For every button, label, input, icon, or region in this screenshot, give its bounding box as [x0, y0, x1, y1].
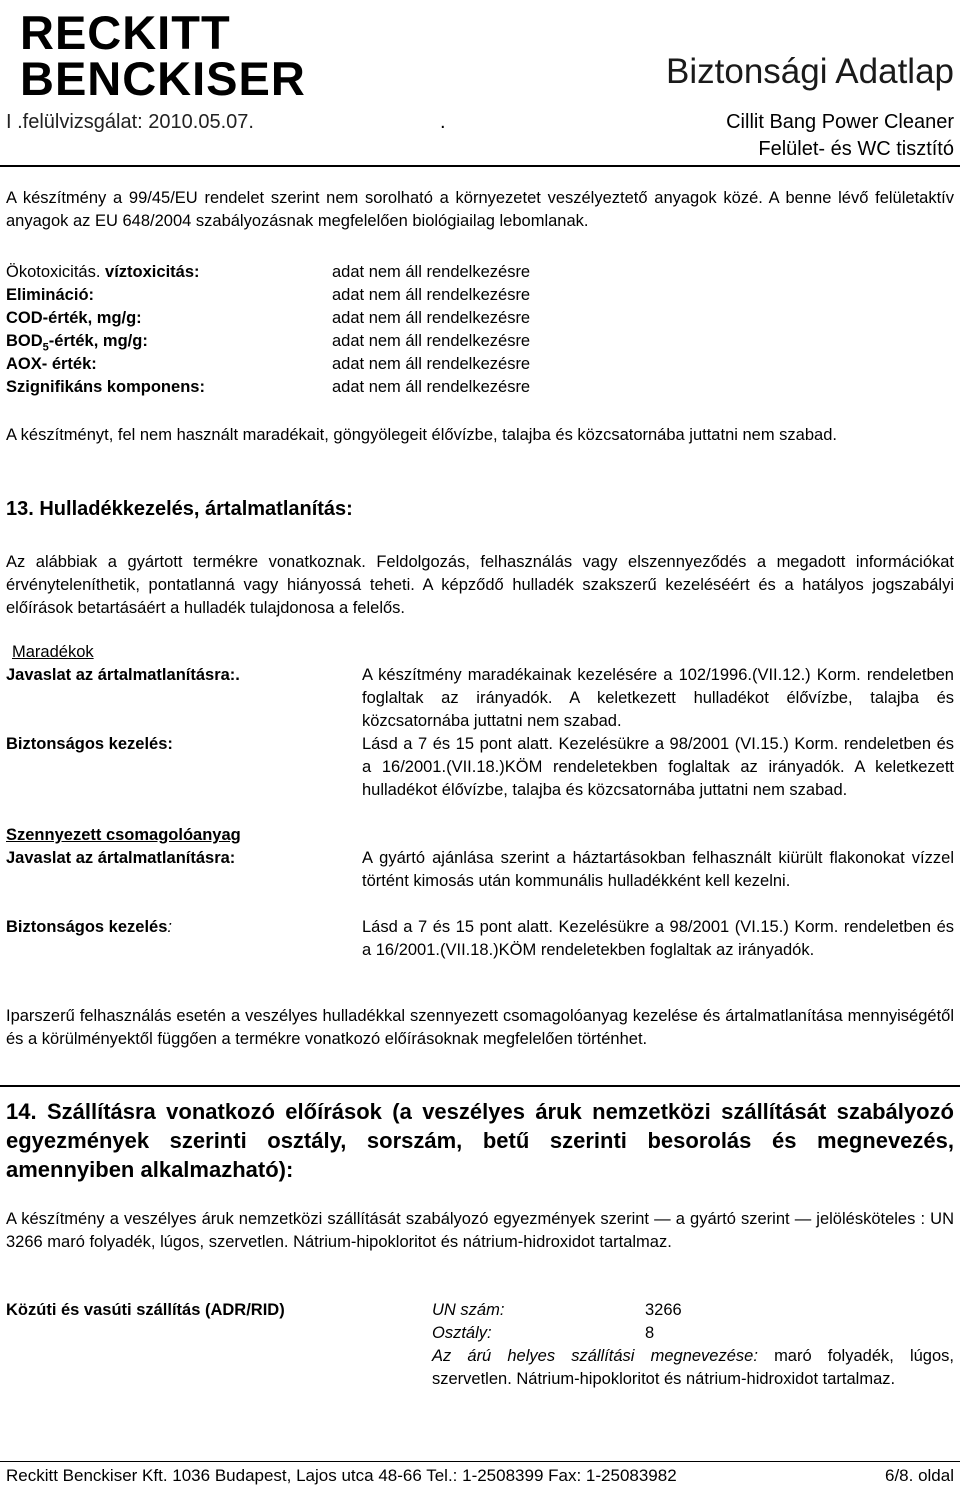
ecotox-value: adat nem áll rendelkezésre: [332, 286, 531, 304]
document-title: Biztonsági Adatlap: [666, 52, 954, 91]
packaging-disposal-text: A gyártó ajánlása szerint a háztartásokban felhasznált kiürült flakonokat vízzel történt kimosás után kommunális hulladékként kell kezelni.: [362, 849, 954, 890]
header-divider: [0, 165, 960, 167]
residues-disposal-label: Javaslat az ártalmatlanításra:.: [6, 666, 240, 684]
ecotox-value: adat nem áll rendelkezésre: [332, 378, 531, 396]
ecotox-label: COD-érték, mg/g:: [6, 309, 142, 327]
ecotox-value: adat nem áll rendelkezésre: [332, 355, 531, 373]
residues-safe-label: Biztonságos kezelés:: [6, 735, 173, 753]
ecotox-label: AOX- érték:: [6, 355, 97, 373]
footer: [6, 1466, 954, 1486]
ecotox-heading: Ökotoxicitás.: [6, 263, 101, 281]
ecotox-value: adat nem áll rendelkezésre: [332, 263, 531, 281]
class-label: Osztály:: [432, 1324, 492, 1342]
ecotox-row: [6, 261, 954, 284]
ecotox-row: [6, 353, 954, 376]
footer-company: Reckitt Benckiser Kft. 1036 Budapest, Lajos utca 48-66 Tel.: 1-2508399 Fax: 1-25083982: [6, 1466, 677, 1485]
ecotox-row: [6, 284, 954, 307]
company-logo: [20, 6, 306, 105]
ecotox-value: adat nem áll rendelkezésre: [332, 332, 531, 350]
residues-safe-text: Lásd a 7 és 15 pont alatt. Kezelésükre a 98/2001 (VI.15.) Korm. rendeletben és a 16/2001.(VII.18.)KÖM rendeletekben foglaltak az irányadók. A keletkezett hulladékot élővízbe, talajba és közcsatornába juttatni nem szabad.: [362, 735, 954, 799]
revision-date: I .felülvizsgálat: 2010.05.07.: [6, 111, 254, 133]
ecotox-row: [6, 330, 954, 353]
section-13-heading: 13. Hulladékkezelés, ártalmatlanítás:: [6, 498, 353, 520]
ecotox-row: [6, 307, 954, 330]
section-14-intro: A készítmény a veszélyes áruk nemzetközi szállítását szabályozó egyezmények szerint — a gyártó szerint — jelölésköteles : UN 3266 maró folyadék, lúgos, szervetlen. Nátrium-hipokloritot és nátrium-hidroxidot tartalmaz.: [6, 1210, 954, 1251]
packaging-safe-text: Lásd a 7 és 15 pont alatt. Kezelésükre a 98/2001 (VI.15.) Korm. rendeletben és a 16/2001.(VII.18.)KÖM rendeletekben foglaltak az irányadók.: [362, 918, 954, 959]
footer-page-number: 6/8. oldal: [885, 1466, 954, 1485]
class-value: 8: [645, 1324, 655, 1342]
logo-line-2: BENCKISER: [20, 52, 306, 105]
un-number-label: UN szám:: [432, 1301, 505, 1319]
ecotox-label: Elimináció:: [6, 286, 95, 304]
section-divider: [0, 1085, 960, 1087]
residues-disposal-text: A készítmény maradékainak kezelésére a 102/1996.(VII.12.) Korm. rendeletben foglaltak az irányadók. A keletkezett hulladékot élővízbe, talajba és közcsatornába juttatni nem szabad.: [362, 666, 954, 730]
product-name: Cillit Bang Power Cleaner: [726, 111, 954, 133]
ecotox-warning: A készítményt, fel nem használt maradékait, göngyölegeit élővízbe, talajba és közcsatornába juttatni nem szabad.: [6, 426, 837, 444]
logo-line-1: RECKITT: [20, 6, 231, 59]
packaging-disposal-label: Javaslat az ártalmatlanításra:: [6, 849, 236, 867]
intro-paragraph: A készítmény a 99/45/EU rendelet szerint nem sorolható a környezetet veszélyeztető anyagok közé. A benne lévő felületaktív anyagok az EU 648/2004 szabályozásnak megfelelően biológiailag lebomlanak.: [6, 189, 954, 230]
header-separator: .: [440, 111, 446, 133]
packaging-title: Szennyezett csomagolóanyag: [6, 826, 241, 844]
section-14-heading: 14. Szállításra vonatkozó előírások (a veszélyes áruk nemzetközi szállítását szabályozó egyezmények szerinti osztály, sorszám, betű szerinti besorolás és megnevezés, amennyiben alkalmazható):: [6, 1099, 954, 1182]
ecotox-label: víztoxicitás:: [105, 263, 200, 281]
residues-title: Maradékok: [12, 643, 94, 661]
ecotox-label: $BOD_5$-érték, mg/g:: [6, 332, 148, 354]
section-13-intro: Az alábbiak a gyártott termékre vonatkoznak. Feldolgozás, felhasználás vagy elszennyeződés a megadott információkat érvényteleníthetik, pontatlanná vagy hiányossá teheti. A képződő hulladék szakszerű kezeléséért és a hatályos jogszabályi előírások betartásáért a hulladék tulajdonosa a felelős.: [6, 553, 954, 617]
un-number-value: 3266: [645, 1301, 682, 1319]
ecotox-table: [6, 261, 954, 399]
footer-divider: [0, 1461, 960, 1462]
ecotox-row: [6, 376, 954, 399]
packaging-safe-label: Biztonságos kezelés:: [6, 918, 172, 936]
industrial-use-paragraph: Iparszerű felhasználás esetén a veszélyes hulladékkal szennyezett csomagolóanyag kezelése és ártalmatlanítása mennyiségétől és a körülményektől függően a termékre vonatkozó előírásoknak megfelelően történhet.: [6, 1007, 954, 1048]
road-rail-label: Közúti és vasúti szállítás (ADR/RID): [6, 1301, 285, 1319]
shipping-name: Az árú helyes szállítási megnevezése: maró folyadék, lúgos, szervetlen. Nátrium-hipokloritot és nátrium-hidroxidot tartalmaz.: [432, 1347, 954, 1388]
ecotox-label: Szignifikáns komponens:: [6, 378, 205, 396]
ecotox-value: adat nem áll rendelkezésre: [332, 309, 531, 327]
product-subtitle: Felület- és WC tisztító: [758, 138, 954, 160]
